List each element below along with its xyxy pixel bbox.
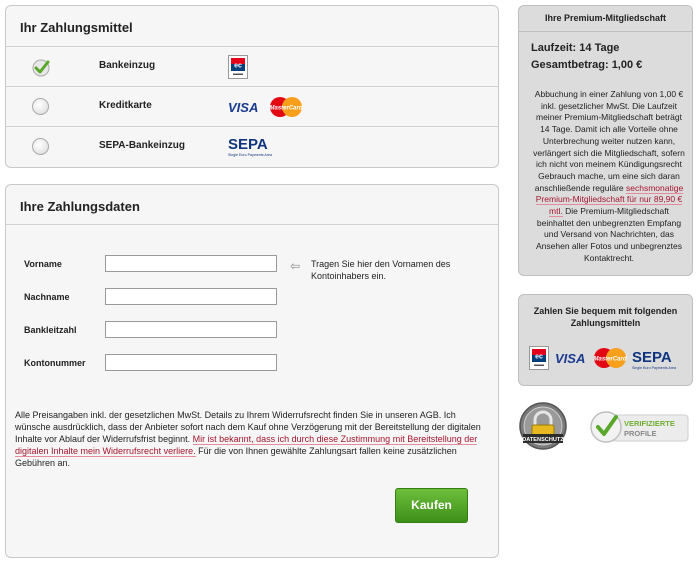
datenschutz-badge — [518, 401, 568, 454]
method-row-kreditkarte[interactable] — [6, 87, 498, 127]
payment-data-title: Ihre Zahlungsdaten — [20, 199, 140, 214]
ec-logo — [228, 55, 248, 79]
sepa-logo — [228, 134, 284, 158]
sepa-logo-small-text: SEPA — [632, 349, 672, 366]
mastercard-logo-text: MasterCard — [269, 105, 303, 112]
payment-options-panel — [518, 294, 693, 386]
premium-title: Ihre Premium-Mitgliedschaft — [519, 6, 692, 32]
sepa-tagline-small-text: Single Euro Payments Area — [632, 366, 676, 370]
field-label-vorname: Vorname — [24, 259, 62, 269]
ec-logo-small — [530, 347, 549, 370]
radio-sepa[interactable] — [32, 138, 49, 155]
sepa-logo-text: SEPA — [228, 136, 268, 153]
radio-kreditkarte[interactable] — [32, 98, 49, 115]
buy-button[interactable]: Kaufen — [395, 488, 468, 523]
checkmark-icon — [32, 58, 52, 78]
bankleitzahl-input[interactable] — [105, 321, 277, 338]
visa-logo-small-text: VISA — [555, 351, 586, 366]
payment-logos — [529, 346, 687, 373]
arrow-left-icon: ⇦ — [290, 259, 301, 273]
vorname-input[interactable] — [105, 255, 277, 272]
nachname-input[interactable] — [105, 288, 277, 305]
field-label-kontonummer: Kontonummer — [24, 358, 86, 368]
payment-options-title: Zahlen Sie bequem mit folgenden Zahlungsmitteln — [533, 306, 678, 328]
premium-description — [531, 89, 687, 265]
legal-notice — [15, 409, 485, 469]
legal-text-part1: Alle Preisangaben inkl. der gesetzlichen MwSt. Details zu Ihrem Widerrufsrecht finden Sie in unseren AGB. Ich wünsche ausdrücklich, dass der Anbieter sofort nach dem Kauf ohne Verzögerung mit der Bereitstellung der digitalen Inhalte vor Ablauf der Widerrufsfrist beginnt. — [15, 410, 481, 444]
method-row-bankeinzug[interactable] — [6, 47, 498, 87]
radio-bankeinzug[interactable] — [32, 58, 49, 75]
premium-duration: Laufzeit: 14 Tage — [531, 42, 620, 54]
kontonummer-input[interactable] — [105, 354, 277, 371]
field-label-bankleitzahl: Bankleitzahl — [24, 325, 77, 335]
verified-line1: VERIFIZIERTE — [624, 419, 675, 428]
sepa-tagline-text: Single Euro Payments Area — [228, 153, 272, 157]
field-label-nachname: Nachname — [24, 292, 70, 302]
method-label-sepa: SEPA-Bankeinzug — [99, 140, 185, 151]
svg-text:ec: ec — [535, 353, 543, 361]
visa-logo-text: VISA — [228, 100, 259, 115]
visa-mastercard-logo — [228, 96, 308, 120]
premium-total: Gesamtbetrag: 1,00 € — [531, 59, 643, 71]
premium-desc-highlight: sechsmonatige Premium-Mitgliedschaft für nur 89,90 € mtl. — [535, 182, 684, 217]
verified-line2: PROFILE — [624, 429, 657, 438]
mastercard-logo-small-text: MasterCard — [593, 356, 627, 363]
payment-methods-title: Ihr Zahlungsmittel — [20, 20, 133, 35]
field-hint: Tragen Sie hier den Vornamen des Kontoinhabers ein. — [311, 259, 451, 281]
datenschutz-badge-text: DATENSCHUTZ — [522, 437, 564, 443]
premium-membership-panel — [518, 5, 693, 276]
premium-desc-part1: Abbuchung in einer Zahlung von 1,00 € inkl. gesetzlicher MwSt. Die Laufzeit meiner Premium-Mitgliedschaft beträgt 14 Tage. Damit ich alle Vorteile ohne Unterbrechung weiter nutzen kann, verlängert sich die Mitgliedschaft, sofern ich nicht von meinem Kündigungsrecht Gebrauch mache, um eine sich daran anschließende reguläre — [533, 89, 685, 193]
premium-desc-part2: Die Premium-Mitgliedschaft beinhaltet den unbegrenzten Empfang und Versand von Nachrichten, das Ansehen aller Fotos und unbegrenztes Kontaktrecht. — [535, 206, 682, 263]
payment-methods-panel — [5, 5, 499, 168]
method-row-sepa[interactable] — [6, 127, 498, 167]
method-label-kreditkarte: Kreditkarte — [99, 100, 152, 111]
method-label-bankeinzug: Bankeinzug — [99, 60, 156, 71]
svg-text:ec: ec — [234, 62, 242, 70]
legal-text-highlight: Mir ist bekannt, dass ich durch diese Zustimmung mit Bereitstellung der digitalen Inhalte mein Widerrufsrecht verliere. — [15, 434, 478, 456]
verified-profiles-badge — [590, 409, 690, 448]
legal-text-part2: Für die von Ihnen gewählte Zahlungsart fallen keine zusätzlichen Gebühren an. — [15, 446, 457, 468]
